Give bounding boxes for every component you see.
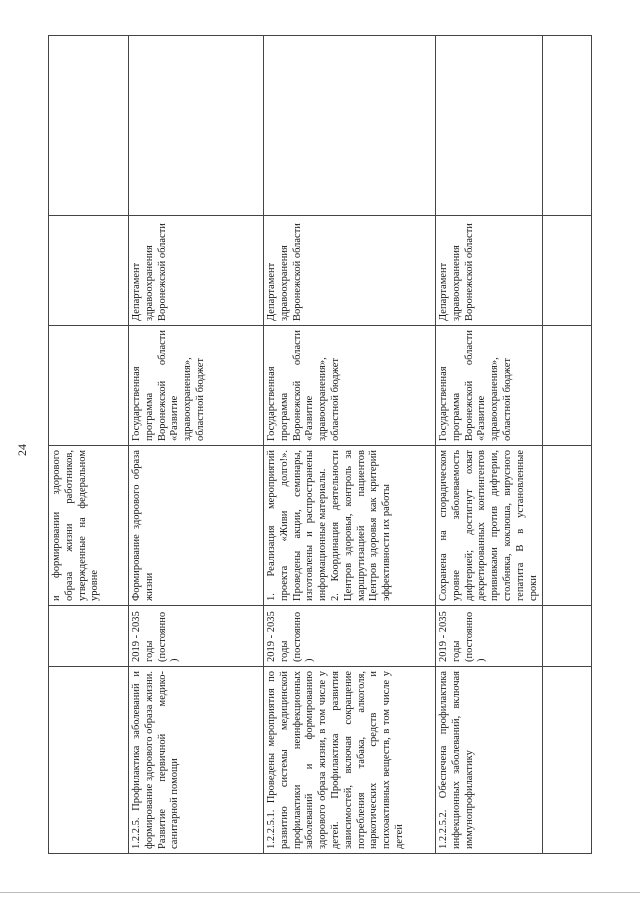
results-cell — [543, 446, 592, 606]
results-cell: 1. Реализация мероприятий проекта «Живи долго!». Проведены акции, семинары, изготовлены и распространены информационные материалы. 2. Координация деятельности Центров здоровья, контроль за маршрутизацией пациентов Центров здоровья как критерий эффективности их работы — [264, 446, 436, 606]
empty-cell — [49, 36, 129, 216]
activity-cell — [49, 667, 129, 854]
period-cell: 2019 - 2035 годы (постоянно) — [264, 606, 436, 667]
plan-table — [48, 35, 592, 854]
executor-cell — [49, 216, 129, 326]
page-bottom-divider — [0, 892, 640, 893]
empty-cell — [129, 36, 264, 216]
table-row — [436, 36, 543, 854]
results-cell: Формирование здорового образа жизни — [129, 446, 264, 606]
table-row — [264, 36, 436, 854]
empty-cell — [264, 36, 436, 216]
empty-cell — [543, 36, 592, 216]
period-cell: 2019 - 2035 годы (постоянно) — [436, 606, 543, 667]
executor-cell: Департамент здравоохранения Воронежской области — [264, 216, 436, 326]
source-cell: Государственная программа Воронежской области «Развитие здравоохранения», областной бюджет — [436, 326, 543, 446]
period-cell — [543, 606, 592, 667]
table-row — [543, 36, 592, 854]
activity-cell: 1.2.2.5.1. Проведены мероприятия по развитию системы медицинской профилактики неинфекционных заболеваний и формированию здорового образа жизни, в том числе у детей. Профилактика развития зависимостей, включая сокращение потребления табака, алкоголя, наркотических средств и психоактивных веществ, в том числе у детей — [264, 667, 436, 854]
executor-cell: Департамент здравоохранения Воронежской области — [129, 216, 264, 326]
executor-cell — [543, 216, 592, 326]
period-cell: 2019 - 2035 годы (постоянно) — [129, 606, 264, 667]
activity-cell: 1.2.2.5.2. Обеспечена профилактика инфекционных заболеваний, включая иммунопрофилактику — [436, 667, 543, 854]
source-cell — [49, 326, 129, 446]
source-cell: Государственная программа Воронежской области «Развитие здравоохранения», областной бюджет — [264, 326, 436, 446]
activity-cell: 1.2.2.5. Профилактика заболеваний и формирование здорового образа жизни. Развитие первичной медико-санитарной помощи — [129, 667, 264, 854]
source-cell: Государственная программа Воронежской области «Развитие здравоохранения», областной бюджет — [129, 326, 264, 446]
results-cell: и формировании здорового образа жизни работников, утвержденные на федеральном уровне — [49, 446, 129, 606]
period-cell — [49, 606, 129, 667]
empty-cell — [436, 36, 543, 216]
page-number: 24 — [15, 444, 29, 456]
executor-cell: Департамент здравоохранения Воронежской области — [436, 216, 543, 326]
table-row — [49, 36, 129, 854]
table-row — [129, 36, 264, 854]
activity-cell — [543, 667, 592, 854]
source-cell — [543, 326, 592, 446]
results-cell: Сохранена на спорадическом уровне заболеваемость дифтерией; достигнут охват декретированных контингентов прививками против дифтерии, столбняка, коклюша, вирусного гепатита В в установленные сроки — [436, 446, 543, 606]
rotated-table-wrapper — [48, 36, 585, 854]
